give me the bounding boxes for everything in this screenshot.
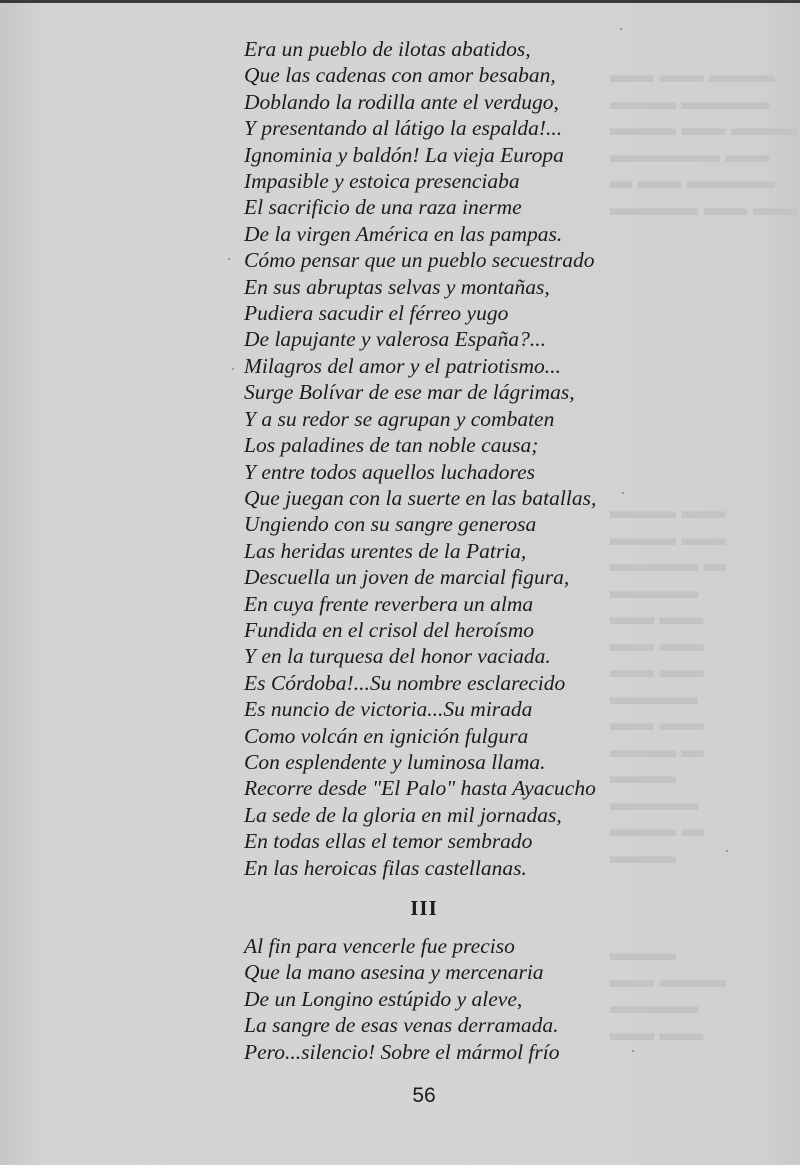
verse-line: Que juegan con la suerte en las batallas, [244, 485, 597, 510]
verse-line: Y en la turquesa del honor vaciada. [244, 644, 551, 669]
print-speck [622, 492, 624, 494]
print-speck [726, 850, 728, 852]
verse-line: Las heridas urentes de la Patria, [244, 538, 527, 563]
verse-line: En todas ellas el temor sembrado [244, 829, 533, 854]
verse-line: Surge Bolívar de ese mar de lágrimas, [244, 380, 575, 405]
verse-line: De lapujante y valerosa España?... [244, 327, 546, 352]
print-speck [228, 258, 230, 260]
verse-line: Ignominia y baldón! La vieja Europa [244, 142, 564, 167]
page-number: 56 [412, 1084, 436, 1107]
verse-line: Era un pueblo de ilotas abatidos, [244, 37, 531, 61]
verse-line: Pudiera sacudir el férreo yugo [244, 301, 509, 326]
verse-line: Es Córdoba!...Su nombre esclarecido [244, 670, 566, 695]
verse-line: Cómo pensar que un pueblo secuestrado [244, 248, 595, 273]
poem-body [244, 36, 664, 1065]
verse-line: Doblando la rodilla ante el verdugo, [244, 89, 559, 114]
verse-line: Con esplendente y luminosa llama. [244, 749, 546, 774]
verse-line: Y presentando al látigo la espalda!... [244, 116, 563, 141]
page-top-edge [0, 0, 800, 3]
verse-line: Es nuncio de victoria...Su mirada [244, 697, 533, 722]
verse-line: Los paladines de tan noble causa; [244, 433, 539, 458]
verse-line: En las heroicas filas castellanas. [244, 855, 527, 880]
bleed-through-top: ▬▬ ▬▬ ▬▬▬ ▬▬▬ ▬▬▬▬ ▬▬▬ ▬▬ ▬▬▬ ▬▬▬▬▬ ▬▬ ▬ ▬▬ ▬▬▬▬ ▬▬▬▬ ▬▬ ▬▬ [610, 62, 797, 220]
verse-line: Descuella un joven de marcial figura, [244, 565, 570, 590]
verse-line: Que las cadenas con amor besaban, [244, 63, 556, 88]
verse-line: Y entre todos aquellos luchadores [244, 459, 536, 484]
verse-line: De la virgen América en las pampas. [244, 221, 563, 246]
verse-line: En sus abruptas selvas y montañas, [244, 274, 550, 299]
verse-line: Y a su redor se agrupan y combaten [244, 406, 555, 431]
verse-line: La sede de la gloria en mil jornadas, [244, 802, 562, 827]
verse-line: Milagros del amor y el patriotismo... [244, 353, 561, 378]
verse-line: Impasible y estoica presenciaba [244, 169, 520, 194]
bleed-through-bottom: ▬▬▬ ▬▬ ▬▬▬ ▬▬▬▬ ▬▬ ▬▬ [610, 940, 726, 1045]
verse-line: En cuya frente reverbera un alma [244, 591, 534, 616]
verse-line: Al fin para vencerle fue preciso [244, 934, 515, 958]
verse-line: Ungiendo con su sangre generosa [244, 512, 537, 537]
print-speck [632, 1050, 634, 1052]
verse-line: Fundida en el crisol del heroísmo [244, 617, 535, 642]
verse-line: El sacrificio de una raza inerme [244, 195, 522, 220]
bleed-through-middle: ▬▬▬ ▬▬ ▬▬▬ ▬▬ ▬▬▬▬ ▬ ▬▬▬▬ ▬▬ ▬▬ ▬▬ ▬▬ ▬▬ ▬▬ ▬▬▬▬ ▬▬ ▬▬ ▬▬▬ ▬ ▬▬▬ ▬▬▬▬ ▬▬▬ ▬ ▬▬▬ [610, 498, 726, 868]
verse-line: Recorre desde "El Palo" hasta Ayacucho [244, 776, 596, 801]
verse-line: Que la mano asesina y mercenaria [244, 960, 544, 985]
verse-line: La sangre de esas venas derramada. [244, 1013, 559, 1038]
stanza-1 [244, 36, 664, 881]
stanza-2 [244, 933, 664, 1065]
verse-line: De un Longino estúpido y aleve, [244, 986, 523, 1011]
print-speck [232, 368, 234, 370]
print-speck [620, 28, 622, 30]
verse-line: Pero...silencio! Sobre el mármol frío [244, 1039, 560, 1064]
verse-line: Como volcán en ignición fulgura [244, 723, 529, 748]
section-heading: III [410, 896, 438, 920]
